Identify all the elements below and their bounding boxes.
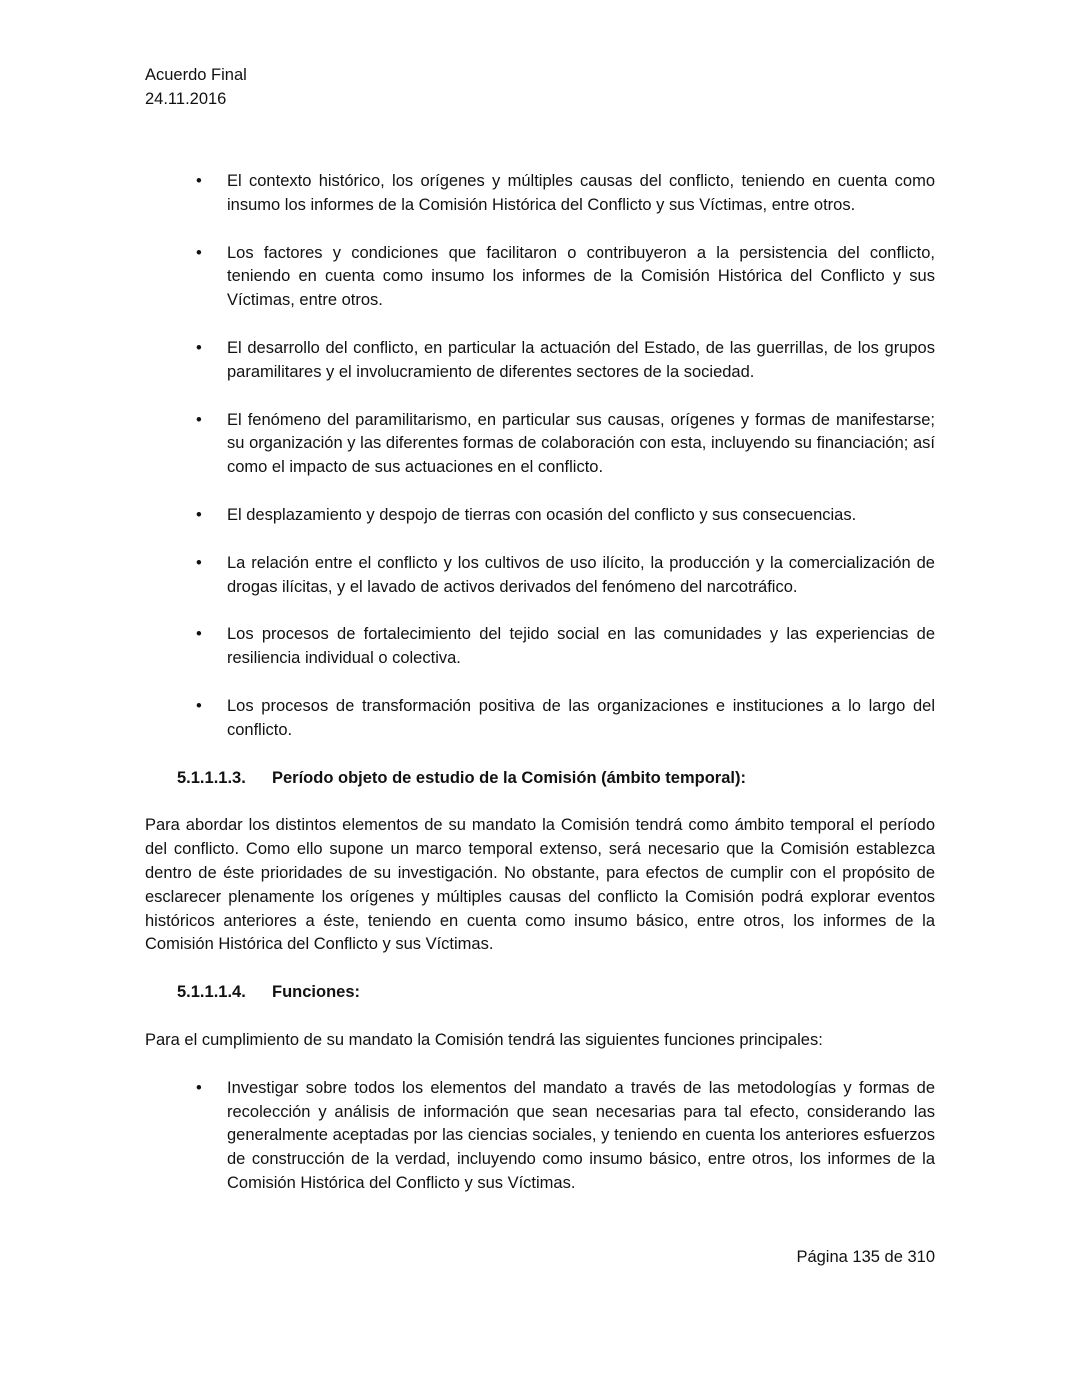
list-item-text: El contexto histórico, los orígenes y múltiples causas del conflicto, teniendo en cuenta como insumo los informes de la Comisión Histórica del Conflicto y sus Víctimas, entre otros.: [227, 172, 935, 214]
bullet-icon: •: [196, 553, 202, 572]
list-item-text: Investigar sobre todos los elementos del mandato a través de las metodologías y formas de recolección y análisis de información que sean necesarias para tal efecto, considerando las generalmente aceptadas por las ciencias sociales, y teniendo en cuenta los anteriores esfuerzos de construcción de la verdad, incluyendo como insumo básico, entre otros, los informes de la Comisión Histórica del Conflicto y sus Víctimas.: [227, 1078, 935, 1192]
bullet-icon: •: [196, 696, 202, 715]
list-item-text: La relación entre el conflicto y los cultivos de uso ilícito, la producción y la comercialización de drogas ilícitas, y el lavado de activos derivados del fenómeno del narcotráfico.: [227, 553, 935, 596]
section-title: Período objeto de estudio de la Comisión (ámbito temporal):: [272, 768, 746, 787]
header-date: 24.11.2016: [145, 90, 227, 108]
list-item: [145, 1077, 935, 1196]
page-number: Página 135 de 310: [796, 1248, 935, 1266]
list-item: [145, 242, 935, 313]
section-heading-funciones: [145, 981, 935, 1005]
bullet-icon: •: [196, 338, 202, 357]
section-heading-temporal: [145, 767, 935, 791]
list-item-text: El desplazamiento y despojo de tierras con ocasión del conflicto y sus consecuencias.: [227, 505, 857, 524]
header-title: Acuerdo Final: [145, 66, 247, 84]
list-item-text: Los procesos de transformación positiva de las organizaciones e instituciones a lo largo del conflicto.: [227, 696, 935, 739]
list-item: [145, 337, 935, 385]
bullet-icon: •: [196, 505, 202, 524]
list-item: [145, 504, 935, 528]
document-body: [145, 170, 935, 1220]
funciones-paragraph: Para el cumplimiento de su mandato la Comisión tendrá las siguientes funciones principales:: [145, 1030, 823, 1049]
bullet-icon: •: [196, 1078, 202, 1097]
document-header: [145, 63, 247, 111]
funciones-bullet-list: [145, 1077, 935, 1196]
list-item-text: Los procesos de fortalecimiento del tejido social en las comunidades y las experiencias de resiliencia individual o colectiva.: [227, 625, 935, 668]
list-item: [145, 695, 935, 743]
list-item: [145, 409, 935, 480]
list-item-text: El desarrollo del conflicto, en particular la actuación del Estado, de las guerrillas, de los grupos paramilitares y el involucramiento de diferentes sectores de la sociedad.: [227, 338, 935, 381]
list-item: [145, 623, 935, 671]
temporal-paragraph: Para abordar los distintos elementos de su mandato la Comisión tendrá como ámbito temporal el período del conflicto. Como ello supone un marco temporal extenso, será necesario que la Comisión establezca dentro de éste prioridades de su investigación. No obstante, para efectos de cumplir con el propósito de esclarecer plenamente los orígenes y múltiples causas del conflicto la Comisión podrá explorar eventos históricos anteriores a éste, teniendo en cuenta como insumo básico, entre otros, los informes de la Comisión Histórica del Conflicto y sus Víctimas.: [145, 816, 935, 954]
list-item-text: Los factores y condiciones que facilitaron o contribuyeron a la persistencia del conflicto, teniendo en cuenta como insumo los informes de la Comisión Histórica del Conflicto y sus Víctimas, entre otros.: [227, 243, 935, 310]
bullet-icon: •: [196, 625, 202, 644]
mandate-bullet-list: [145, 170, 935, 743]
list-item: [145, 552, 935, 600]
section-title: Funciones:: [272, 983, 361, 1002]
bullet-icon: •: [196, 410, 202, 429]
bullet-icon: •: [196, 172, 202, 190]
section-number: 5.1.1.1.3.: [177, 768, 246, 787]
section-number: 5.1.1.1.4.: [177, 983, 246, 1002]
bullet-icon: •: [196, 243, 202, 262]
list-item: [145, 170, 935, 218]
list-item-text: El fenómeno del paramilitarismo, en particular sus causas, orígenes y formas de manifestarse; su organización y las diferentes formas de colaboración con esta, incluyendo su financiación; así como el impacto de sus actuaciones en el conflicto.: [227, 410, 935, 477]
